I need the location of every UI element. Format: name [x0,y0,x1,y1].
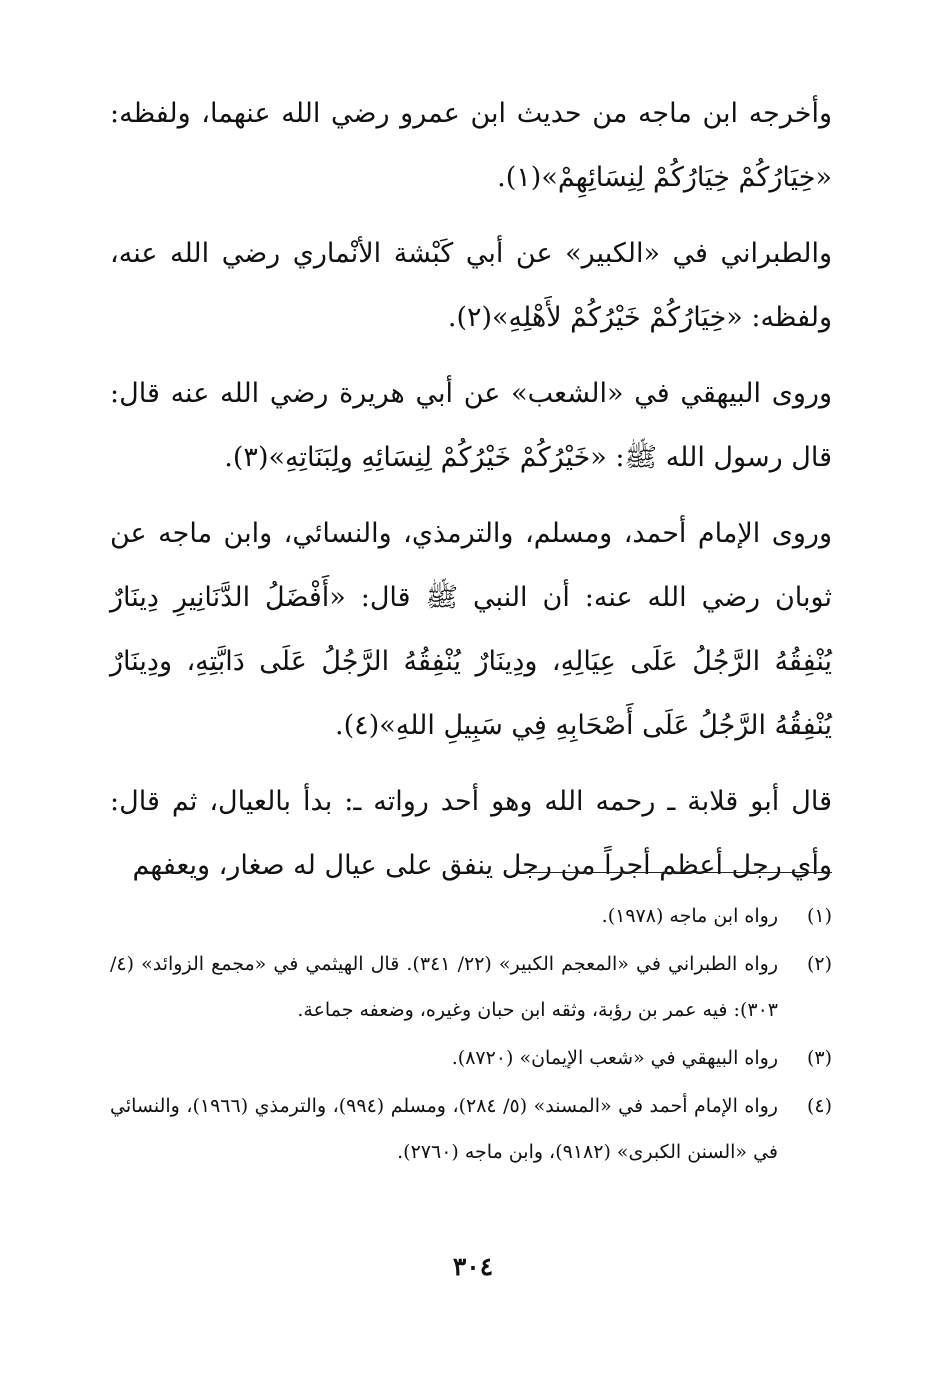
footnote-2 [110,941,832,1033]
paragraph-bayhaqi: وروى البيهقي في «الشعب» عن أبي هريرة رضي الله عنه قال: قال رسول الله ﷺ: «خَيْرُكُمْ خَيْرُكُمْ لِنِسَائِهِ ولِبَنَاتِهِ»(٣). [110,378,832,473]
paragraph-ahmad-thawban: وروى الإمام أحمد، ومسلم، والترمذي، والنسائي، وابن ماجه عن ثوبان رضي الله عنه: أن النبي ﷺ قال: «أَفْضَلُ الدَّنَانِيرِ دِينَارٌ يُنْفِقُهُ الرَّجُلُ عَلَى عِيَالِهِ، ودِينَارٌ يُنْفِقُهُ الرَّجُلُ عَلَى دَابَّتِهِ، ودِينَارٌ يُنْفِقُهُ الرَّجُلُ عَلَى أَصْحَابِهِ فِي سَبِيلِ اللهِ»(٤). [110,518,832,741]
page-number: ٣٠٤ [452,1252,494,1281]
footnote-number: (٢) [806,953,832,975]
footnote-1 [110,893,832,939]
footnote-divider [520,872,832,873]
footnote-text: رواه البيهقي في «شعب الإيمان» (٨٧٢٠). [451,1047,778,1069]
footnote-3 [110,1035,832,1081]
footnote-number: (٣) [806,1047,832,1069]
footnote-number: (١) [806,905,832,927]
paragraph-ibn-majah: وأخرجه ابن ماجه من حديث ابن عمرو رضي الله عنهما، ولفظه: «خِيَارُكُمْ خِيَارُكُمْ لِنِسَائِهِمْ»(١). [110,98,832,193]
footnote-4 [110,1083,832,1175]
footnote-text: رواه الإمام أحمد في «المسند» (٥/ ٢٨٤)، ومسلم (٩٩٤)، والترمذي (١٩٦٦)، والنسائي في «السنن الكبرى» (٩١٨٢)، وابن ماجه (٢٧٦٠). [110,1095,778,1163]
paragraph-abu-qilaba: قال أبو قلابة ـ رحمه الله وهو أحد رواته ـ: بدأ بالعيال، ثم قال: وأي رجل أعظم أجراً من رجل ينفق على عيال له صغار، ويعفهم [110,786,832,881]
footnote-text: رواه الطبراني في «المعجم الكبير» (٢٢/ ٣٤١). قال الهيثمي في «مجمع الزوائد» (٤/ ٣٠٣): فيه عمر بن رؤبة، وثقه ابن حبان وغيره، وضعفه جماعة. [110,953,778,1021]
footnote-text: رواه ابن ماجه (١٩٧٨). [601,905,778,927]
footnotes [110,893,832,1177]
footnote-number: (٤) [806,1095,832,1117]
main-text [110,82,832,910]
paragraph-tabarani: والطبراني في «الكبير» عن أبي كَبْشة الأنْماري رضي الله عنه، ولفظه: «خِيَارُكُمْ خَيْرُكُمْ لأَهْلِهِ»(٢). [110,238,832,333]
